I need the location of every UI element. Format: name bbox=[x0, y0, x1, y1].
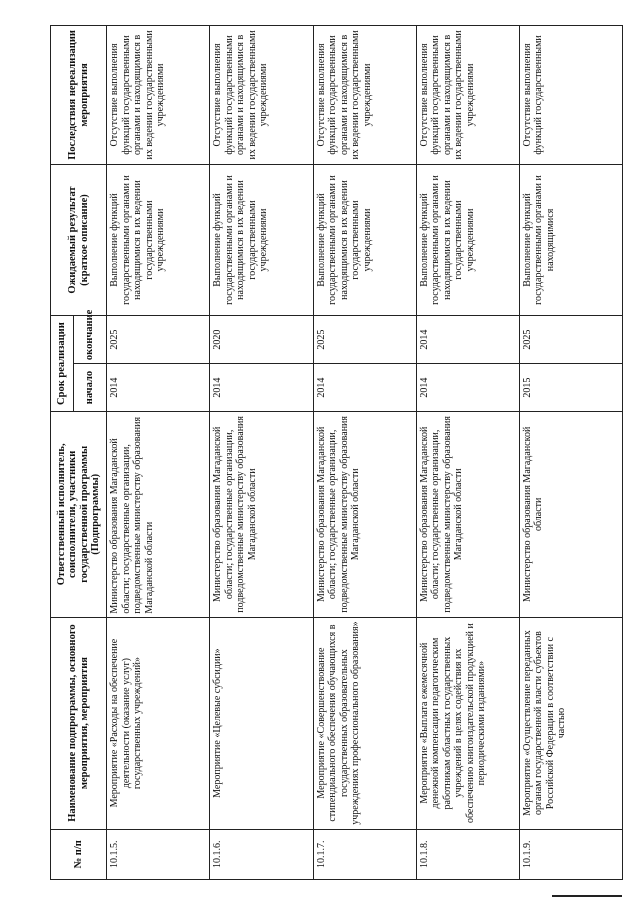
cell-end: 2025 bbox=[107, 316, 210, 364]
table-row bbox=[210, 26, 313, 880]
table-row bbox=[107, 26, 210, 880]
cell-consequence: Отсутствие выполнения функций государственными bbox=[519, 26, 622, 165]
cell-consequence: Отсутствие выполнения функций государственными органами и находящимися в их ведении государственными учреждениями bbox=[107, 26, 210, 165]
cell-name: Мероприятие «Целевые субсидии» bbox=[210, 617, 313, 829]
cell-result: Выполнение функций государственными органами и находящимися в их ведении государственными учреждениями bbox=[210, 164, 313, 315]
cell-consequence: Отсутствие выполнения функций государственными органами и находящимися в их ведении государственными учреждениями bbox=[416, 26, 519, 165]
cell-executor: Министерство образования Магаданской области; государственные организации, подведомственные министерству образования Магаданской области bbox=[210, 412, 313, 618]
header-executor: Ответственный исполнитель, соисполнители, участники государственной программы (Подпрограммы) bbox=[51, 412, 107, 618]
header-period: Срок реализации bbox=[51, 316, 74, 412]
table-row bbox=[313, 26, 416, 880]
cell-end: 2014 bbox=[416, 316, 519, 364]
table-row bbox=[519, 26, 622, 880]
cell-start: 2014 bbox=[210, 364, 313, 412]
cell-num: 10.1.6. bbox=[210, 829, 313, 879]
cell-name: Мероприятие «Совершенствование стипендиального обеспечения обучающихся в государственных образовательных учреждениях профессионального образования» bbox=[313, 617, 416, 829]
cell-num: 10.1.8. bbox=[416, 829, 519, 879]
cell-start: 2014 bbox=[107, 364, 210, 412]
header-result: Ожидаемый результат (краткое описание) bbox=[51, 164, 107, 315]
cell-result: Выполнение функций государственными органами и находящимися в их ведении государственными учреждениями bbox=[416, 164, 519, 315]
header-num: № п/п bbox=[51, 829, 107, 879]
cell-end: 2025 bbox=[313, 316, 416, 364]
table-header-row bbox=[51, 26, 74, 880]
cell-num: 10.1.9. bbox=[519, 829, 622, 879]
cell-end: 2020 bbox=[210, 316, 313, 364]
measures-table bbox=[50, 25, 623, 880]
table-row bbox=[416, 26, 519, 880]
cell-start: 2015 bbox=[519, 364, 622, 412]
header-consequence: Последствия нереализации мероприятия bbox=[51, 26, 107, 165]
cell-result: Выполнение функций государственными органами и находящимися в их ведении государственными учреждениями bbox=[313, 164, 416, 315]
cell-result: Выполнение функций государственными органами и находящимися в их ведении государственными учреждениями bbox=[107, 164, 210, 315]
cell-consequence: Отсутствие выполнения функций государственными органами и находящимися в их ведении государственными учреждениями bbox=[210, 26, 313, 165]
cell-executor: Министерство образования Магаданской области; государственные организации, подведомственные министерству образования Магаданской области bbox=[416, 412, 519, 618]
header-name: Наименование подпрограммы, основного мероприятия, мероприятия bbox=[51, 617, 107, 829]
scan-edge-mark bbox=[552, 895, 622, 897]
header-end: окончание bbox=[73, 316, 106, 364]
header-start: начало bbox=[73, 364, 106, 412]
cell-num: 10.1.7. bbox=[313, 829, 416, 879]
cell-name: Мероприятие «Осуществление переданных органам государственной власти субъектов Российской Федерации в соответствии с частью bbox=[519, 617, 622, 829]
cell-num: 10.1.5. bbox=[107, 829, 210, 879]
cell-result: Выполнение функций государственными органами и находящимися bbox=[519, 164, 622, 315]
cell-start: 2014 bbox=[416, 364, 519, 412]
cell-end: 2025 bbox=[519, 316, 622, 364]
rotated-table-container bbox=[50, 25, 623, 880]
cell-consequence: Отсутствие выполнения функций государственными органами и находящимися в их ведении государственными учреждениями bbox=[313, 26, 416, 165]
cell-name: Мероприятие «Расходы на обеспечение деятельности (оказание услуг) государственных учреждений» bbox=[107, 617, 210, 829]
cell-executor: Министерство образования Магаданской области; государственные организации, подведомственные министерству образования Магаданской области bbox=[313, 412, 416, 618]
cell-executor: Министерство образования Магаданской области bbox=[519, 412, 622, 618]
cell-start: 2014 bbox=[313, 364, 416, 412]
cell-executor: Министерство образования Магаданской области; государственные организации, подведомственные министерству образования Магаданской области bbox=[107, 412, 210, 618]
cell-name: Мероприятие «Выплата ежемесячной денежной компенсации педагогическим работникам областных государственных учреждений в целях содействия их обеспечению книгоиздательской продукцией и периодическими изданиями» bbox=[416, 617, 519, 829]
